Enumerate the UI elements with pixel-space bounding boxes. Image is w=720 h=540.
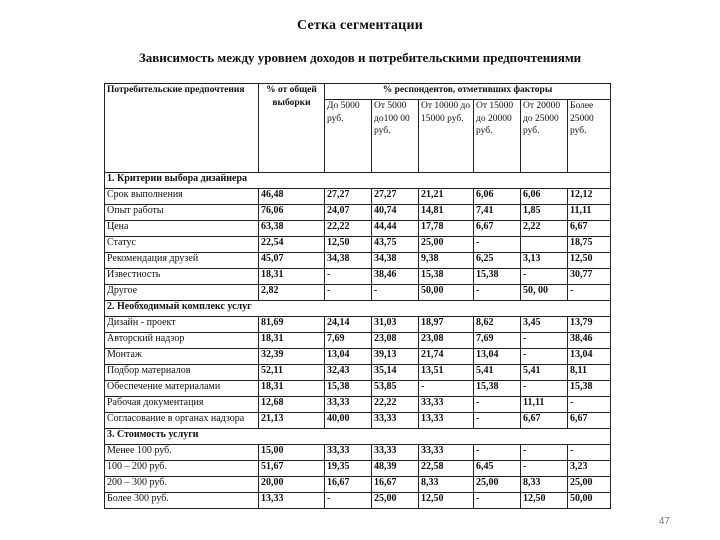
share-cell: 15,00 — [259, 445, 325, 461]
value-cell: 33,33 — [325, 445, 372, 461]
value-cell: 6,06 — [521, 189, 568, 205]
value-cell: 23,08 — [419, 333, 474, 349]
value-cell: 25,00 — [474, 477, 521, 493]
income-group-4: От 15000 до 20000 руб. — [474, 100, 521, 173]
share-cell: 45,07 — [259, 253, 325, 269]
value-cell: 6,25 — [474, 253, 521, 269]
section-header-row — [105, 429, 611, 445]
row-label: Монтаж — [105, 349, 259, 365]
value-cell: 6,67 — [568, 221, 611, 237]
row-label: 100 – 200 руб. — [105, 461, 259, 477]
value-cell: 6,67 — [521, 413, 568, 429]
row-label: Опыт работы — [105, 205, 259, 221]
table-row — [105, 349, 611, 365]
value-cell: 34,38 — [325, 253, 372, 269]
value-cell: 50, 00 — [521, 285, 568, 301]
value-cell: - — [419, 381, 474, 397]
header-respondents: % респондентов, отметивших факторы — [325, 84, 611, 100]
value-cell: 30,77 — [568, 269, 611, 285]
slide-title: Сетка сегментации — [297, 18, 423, 33]
share-cell: 13,33 — [259, 493, 325, 509]
share-cell: 2,82 — [259, 285, 325, 301]
value-cell: 11,11 — [568, 205, 611, 221]
income-group-6: Более 25000 руб. — [568, 100, 611, 173]
section-title: 1. Критерии выбора дизайнера — [105, 173, 611, 189]
value-cell: 34,38 — [372, 253, 419, 269]
value-cell: 19,35 — [325, 461, 372, 477]
value-cell: 24,07 — [325, 205, 372, 221]
segmentation-table — [104, 83, 611, 509]
value-cell — [521, 237, 568, 253]
value-cell: - — [325, 493, 372, 509]
table-row — [105, 461, 611, 477]
slide-subtitle: Зависимость между уровнем доходов и потребительскими предпочтениями — [138, 50, 582, 65]
share-cell: 18,31 — [259, 269, 325, 285]
value-cell: 12,50 — [419, 493, 474, 509]
row-label: Более 300 руб. — [105, 493, 259, 509]
value-cell: 15,38 — [568, 381, 611, 397]
value-cell: 15,38 — [419, 269, 474, 285]
row-label: Цена — [105, 221, 259, 237]
value-cell: - — [325, 269, 372, 285]
value-cell: 7,69 — [325, 333, 372, 349]
row-label: Подбор материалов — [105, 365, 259, 381]
value-cell: - — [474, 285, 521, 301]
header-preferences: Потребительские предпочтения — [105, 84, 259, 173]
value-cell: 38,46 — [372, 269, 419, 285]
value-cell: 33,33 — [419, 397, 474, 413]
share-cell: 32,39 — [259, 349, 325, 365]
value-cell: 18,75 — [568, 237, 611, 253]
table-row — [105, 477, 611, 493]
share-cell: 76,06 — [259, 205, 325, 221]
value-cell: 15,38 — [474, 269, 521, 285]
table-row — [105, 381, 611, 397]
value-cell: 25,00 — [568, 477, 611, 493]
value-cell: 6,67 — [474, 221, 521, 237]
value-cell: - — [521, 349, 568, 365]
value-cell: 13,04 — [325, 349, 372, 365]
share-cell: 63,38 — [259, 221, 325, 237]
row-label: Известность — [105, 269, 259, 285]
value-cell: 32,43 — [325, 365, 372, 381]
income-group-3: От 10000 до 15000 руб. — [419, 100, 474, 173]
value-cell: 5,41 — [474, 365, 521, 381]
value-cell: 31,03 — [372, 317, 419, 333]
table-row — [105, 269, 611, 285]
row-label: Дизайн - проект — [105, 317, 259, 333]
table-row — [105, 493, 611, 509]
value-cell: 33,33 — [419, 445, 474, 461]
value-cell: 3,13 — [521, 253, 568, 269]
value-cell: 25,00 — [419, 237, 474, 253]
value-cell: 13,33 — [419, 413, 474, 429]
share-cell: 22,54 — [259, 237, 325, 253]
value-cell: 22,22 — [372, 397, 419, 413]
value-cell: 1,85 — [521, 205, 568, 221]
value-cell: 5,41 — [521, 365, 568, 381]
value-cell: 6,67 — [568, 413, 611, 429]
table-row — [105, 445, 611, 461]
value-cell: 8,33 — [419, 477, 474, 493]
value-cell: 23,08 — [372, 333, 419, 349]
value-cell: 21,21 — [419, 189, 474, 205]
value-cell: 44,44 — [372, 221, 419, 237]
value-cell: 53,85 — [372, 381, 419, 397]
value-cell: 43,75 — [372, 237, 419, 253]
value-cell: 13,51 — [419, 365, 474, 381]
value-cell: - — [521, 445, 568, 461]
value-cell: 8,11 — [568, 365, 611, 381]
row-label: 200 – 300 руб. — [105, 477, 259, 493]
value-cell: 12,50 — [568, 253, 611, 269]
value-cell: 3,23 — [568, 461, 611, 477]
value-cell: - — [474, 237, 521, 253]
value-cell: 18,97 — [419, 317, 474, 333]
value-cell: 9,38 — [419, 253, 474, 269]
share-cell: 52,11 — [259, 365, 325, 381]
value-cell: 27,27 — [325, 189, 372, 205]
value-cell: 15,38 — [325, 381, 372, 397]
value-cell: 8,62 — [474, 317, 521, 333]
value-cell: 22,22 — [325, 221, 372, 237]
value-cell: 6,45 — [474, 461, 521, 477]
value-cell: - — [568, 445, 611, 461]
value-cell: 15,38 — [474, 381, 521, 397]
value-cell: 33,33 — [372, 413, 419, 429]
table-row — [105, 285, 611, 301]
value-cell: 40,00 — [325, 413, 372, 429]
share-cell: 20,00 — [259, 477, 325, 493]
section-title: 2. Необходимый комплекс услуг — [105, 301, 611, 317]
table-row — [105, 365, 611, 381]
share-cell: 81,69 — [259, 317, 325, 333]
table-row — [105, 413, 611, 429]
value-cell: 33,33 — [325, 397, 372, 413]
section-title: 3. Стоимость услуги — [105, 429, 611, 445]
row-label: Рекомендация друзей — [105, 253, 259, 269]
table-header-row — [105, 84, 611, 100]
table-row — [105, 221, 611, 237]
value-cell: - — [474, 445, 521, 461]
value-cell: 12,50 — [325, 237, 372, 253]
share-cell: 18,31 — [259, 381, 325, 397]
share-cell: 21,13 — [259, 413, 325, 429]
table-row — [105, 317, 611, 333]
row-label: Рабочая документация — [105, 397, 259, 413]
table-row — [105, 237, 611, 253]
value-cell: 38,46 — [568, 333, 611, 349]
row-label: Другое — [105, 285, 259, 301]
income-group-2: От 5000 до100 00 руб. — [372, 100, 419, 173]
value-cell: 50,00 — [568, 493, 611, 509]
row-label: Статус — [105, 237, 259, 253]
value-cell: - — [568, 285, 611, 301]
value-cell: 7,41 — [474, 205, 521, 221]
share-cell: 18,31 — [259, 333, 325, 349]
value-cell: - — [372, 285, 419, 301]
table-row — [105, 205, 611, 221]
value-cell: - — [474, 413, 521, 429]
value-cell: 27,27 — [372, 189, 419, 205]
value-cell: 48,39 — [372, 461, 419, 477]
value-cell: - — [521, 461, 568, 477]
value-cell: 25,00 — [372, 493, 419, 509]
row-label: Срок выполнения — [105, 189, 259, 205]
value-cell: 13,04 — [474, 349, 521, 365]
value-cell: 21,74 — [419, 349, 474, 365]
table-row — [105, 333, 611, 349]
value-cell: - — [521, 333, 568, 349]
share-cell: 51,67 — [259, 461, 325, 477]
share-cell: 12,68 — [259, 397, 325, 413]
value-cell: - — [521, 381, 568, 397]
value-cell: - — [474, 493, 521, 509]
value-cell: 14,81 — [419, 205, 474, 221]
header-share: % от общей выборки — [259, 84, 325, 173]
value-cell: 12,12 — [568, 189, 611, 205]
value-cell: 17,78 — [419, 221, 474, 237]
income-group-5: От 20000 до 25000 руб. — [521, 100, 568, 173]
value-cell: 40,74 — [372, 205, 419, 221]
section-header-row — [105, 173, 611, 189]
page-number: 47 — [658, 516, 670, 527]
value-cell: 3,45 — [521, 317, 568, 333]
value-cell: 7,69 — [474, 333, 521, 349]
value-cell: 16,67 — [325, 477, 372, 493]
value-cell: 13,79 — [568, 317, 611, 333]
value-cell: 24,14 — [325, 317, 372, 333]
value-cell: 8,33 — [521, 477, 568, 493]
table-row — [105, 189, 611, 205]
row-label: Менее 100 руб. — [105, 445, 259, 461]
value-cell: - — [568, 397, 611, 413]
row-label: Обеспечение материалами — [105, 381, 259, 397]
value-cell: 2,22 — [521, 221, 568, 237]
value-cell: 33,33 — [372, 445, 419, 461]
value-cell: - — [325, 285, 372, 301]
value-cell: - — [474, 397, 521, 413]
value-cell: 12,50 — [521, 493, 568, 509]
value-cell: 11,11 — [521, 397, 568, 413]
value-cell: 50,00 — [419, 285, 474, 301]
value-cell: - — [521, 269, 568, 285]
value-cell: 35,14 — [372, 365, 419, 381]
share-cell: 46,48 — [259, 189, 325, 205]
row-label: Авторский надзор — [105, 333, 259, 349]
value-cell: 39,13 — [372, 349, 419, 365]
section-header-row — [105, 301, 611, 317]
value-cell: 13,04 — [568, 349, 611, 365]
table-row — [105, 253, 611, 269]
value-cell: 22,58 — [419, 461, 474, 477]
row-label: Согласование в органах надзора — [105, 413, 259, 429]
value-cell: 6,06 — [474, 189, 521, 205]
income-group-1: До 5000 руб. — [325, 100, 372, 173]
table-row — [105, 397, 611, 413]
value-cell: 16,67 — [372, 477, 419, 493]
